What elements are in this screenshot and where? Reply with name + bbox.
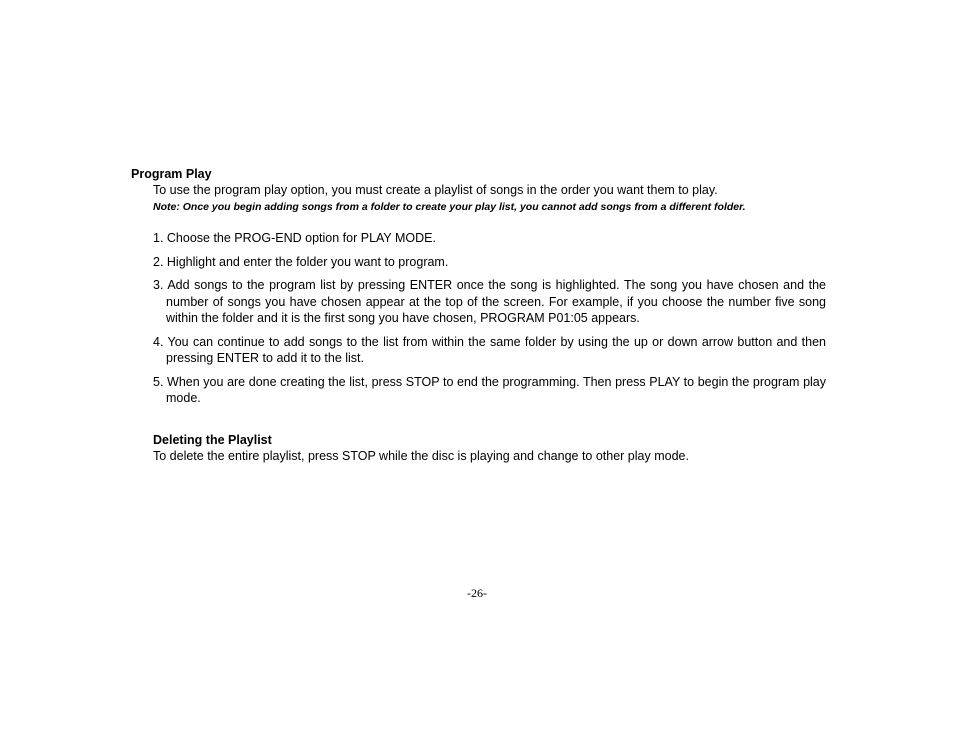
program-play-intro: To use the program play option, you must create a playlist of songs in the order you want them to play. [153, 183, 718, 197]
list-item: 1. Choose the PROG-END option for PLAY MODE. [153, 231, 436, 245]
list-item: 5. When you are done creating the list, press STOP to end the programming. Then press PLAY to begin the program play mode. [153, 374, 826, 405]
section-title-deleting-playlist: Deleting the Playlist [153, 433, 272, 447]
program-play-note: Note: Once you begin adding songs from a folder to create your play list, you cannot add songs from a different folder. [153, 201, 746, 213]
list-item: 4. You can continue to add songs to the list from within the same folder by using the up or down arrow button and then pressing ENTER to add it to the list. [153, 334, 826, 365]
list-item: 3. Add songs to the program list by pressing ENTER once the song is highlighted. The song you have chosen and the number of songs you have chosen appear at the top of the screen. For example, if you choose the number five song within the folder and it is the first song you have chosen, PROGRAM P01:05 appears. [153, 278, 826, 325]
list-item: 2. Highlight and enter the folder you want to program. [153, 254, 449, 269]
deleting-playlist-body: To delete the entire playlist, press STOP while the disc is playing and change to other play mode. [153, 449, 689, 463]
page-number: -26- [467, 586, 487, 600]
section-title-program-play: Program Play [131, 167, 212, 181]
program-steps-list [153, 230, 826, 414]
